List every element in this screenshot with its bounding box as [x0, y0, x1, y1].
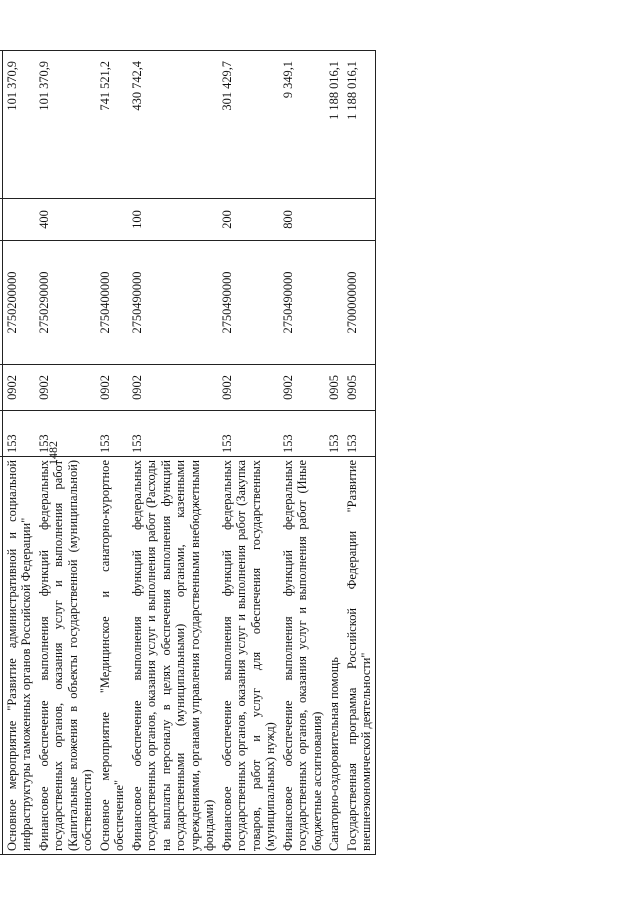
row-cs: 2750400000 — [96, 241, 128, 365]
row-sum: 101 370,9 — [35, 51, 96, 199]
row-gr: 153 — [35, 411, 96, 457]
row-vr: 200 — [218, 199, 279, 241]
row-vr: 400 — [35, 199, 96, 241]
row-cs: 2750490000 — [279, 241, 326, 365]
row-name: Финансовое обеспечение выполнения функций федеральных государственных органов, оказания услуг и выполнения работ (Иные бюджетные ассигнования) — [279, 457, 326, 855]
row-name: Финансовое обеспечение выполнения функций федеральных государственных органов, оказания услуг и выполнения работ (Закупка товаров, работ и услуг для обеспечения государственных (муниципальных) нужд) — [218, 457, 279, 855]
row-sum: 9 349,1 — [279, 51, 326, 199]
row-cs: 2750490000 — [128, 241, 218, 365]
row-gr: 153 — [2, 411, 35, 457]
row-name: Финансовое обеспечение выполнения функций федеральных государственных органов, оказания услуг и выполнения работ (Расходы на выплаты персоналу в целях обеспечения выполнения функций государственными (муниципальными) органами, казенными учреждениями, органами управления государственными внебюджетными фондами) — [128, 457, 218, 855]
row-rz: 0902 — [35, 365, 96, 411]
row-gr: 153 — [128, 411, 218, 457]
row-name: Санаторно-оздоровительная помощь — [325, 457, 343, 855]
row-gr: 153 — [218, 411, 279, 457]
budget-table — [0, 50, 376, 855]
budget-table-page — [0, 51, 560, 855]
row-gr: 153 — [343, 411, 376, 457]
row-rz: 0902 — [279, 365, 326, 411]
table-row — [128, 51, 218, 855]
row-vr — [96, 199, 128, 241]
row-rz: 0902 — [218, 365, 279, 411]
row-name: Финансовое обеспечение выполнения функций федеральных государственных органов, оказания услуг и выполнения работ (Капитальные вложения в объекты государственной (муниципальной) собственности) — [35, 457, 96, 855]
row-vr: 100 — [128, 199, 218, 241]
row-vr: 800 — [279, 199, 326, 241]
row-cs — [325, 241, 343, 365]
row-sum: 301 429,7 — [218, 51, 279, 199]
row-name: Основное мероприятие "Медицинское и санаторно-курортное обеспечение" — [96, 457, 128, 855]
row-name: Основное мероприятие "Развитие административной и социальной инфраструктуры таможенных органов Российской Федерации" — [2, 457, 35, 855]
row-rz: 0902 — [96, 365, 128, 411]
page-number: 1482 — [46, 441, 60, 465]
table-row — [218, 51, 279, 855]
row-gr: 153 — [279, 411, 326, 457]
row-sum: 1 188 016,1 — [325, 51, 343, 199]
row-sum: 101 370,9 — [2, 51, 35, 199]
row-cs: 2750490000 — [218, 241, 279, 365]
table-row — [96, 51, 128, 855]
row-vr — [325, 199, 343, 241]
table-row — [325, 51, 343, 855]
table-row — [343, 51, 376, 855]
row-name: Государственная программа Российской Федерации "Развитие внешнеэкономической деятельности" — [343, 457, 376, 855]
row-sum: 430 742,4 — [128, 51, 218, 199]
row-sum: 1 188 016,1 — [343, 51, 376, 199]
row-cs: 2700000000 — [343, 241, 376, 365]
table-row — [2, 51, 35, 855]
table-row — [35, 51, 96, 855]
row-rz: 0905 — [343, 365, 376, 411]
row-cs: 2750200000 — [2, 241, 35, 365]
table-row — [279, 51, 326, 855]
row-cs: 2750290000 — [35, 241, 96, 365]
row-vr — [343, 199, 376, 241]
row-gr: 153 — [325, 411, 343, 457]
row-rz: 0905 — [325, 365, 343, 411]
row-rz: 0902 — [128, 365, 218, 411]
row-vr — [2, 199, 35, 241]
row-sum: 741 521,2 — [96, 51, 128, 199]
row-rz: 0902 — [2, 365, 35, 411]
row-gr: 153 — [96, 411, 128, 457]
